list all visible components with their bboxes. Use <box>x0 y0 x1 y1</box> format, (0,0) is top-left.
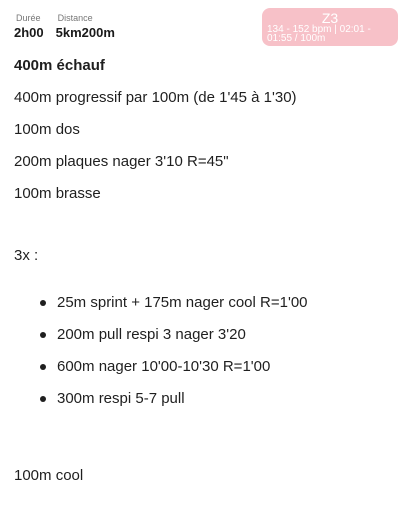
duration-value: 2h00 <box>14 25 44 40</box>
bullet-icon <box>40 332 46 338</box>
set-item <box>40 390 185 407</box>
cooldown-line: 100m cool <box>14 467 84 484</box>
warmup-title: 400m échauf <box>14 57 105 74</box>
zone-detail: 134 - 152 bpm | 02:01 - 01:55 / 100m <box>267 24 371 44</box>
zone-badge[interactable] <box>262 8 398 46</box>
bullet-icon <box>40 300 46 306</box>
workout-line: 100m dos <box>14 121 80 138</box>
duration-label: Durée <box>16 13 41 23</box>
set-item <box>40 326 246 343</box>
bullet-icon <box>40 364 46 370</box>
set-item <box>40 358 270 375</box>
set-item-text: 200m pull respi 3 nager 3'20 <box>57 326 246 343</box>
workout-line: 400m progressif par 100m (de 1'45 à 1'30) <box>14 89 297 106</box>
set-item-text: 300m respi 5-7 pull <box>57 390 185 407</box>
workout-line: 200m plaques nager 3'10 R=45" <box>14 153 229 170</box>
bullet-icon <box>40 396 46 402</box>
set-item-text: 25m sprint + 175m nager cool R=1'00 <box>57 294 308 311</box>
distance-value: 5km200m <box>55 25 115 40</box>
distance-label: Distance <box>57 13 93 23</box>
workout-stats <box>14 12 115 41</box>
workout-line: 100m brasse <box>14 185 101 202</box>
duration-stat <box>14 12 44 41</box>
distance-stat <box>56 12 115 41</box>
zone-name: Z3 <box>321 10 339 26</box>
set-repeat-label: 3x : <box>14 247 39 264</box>
set-item <box>40 294 308 311</box>
set-item-text: 600m nager 10'00-10'30 R=1'00 <box>57 358 271 375</box>
